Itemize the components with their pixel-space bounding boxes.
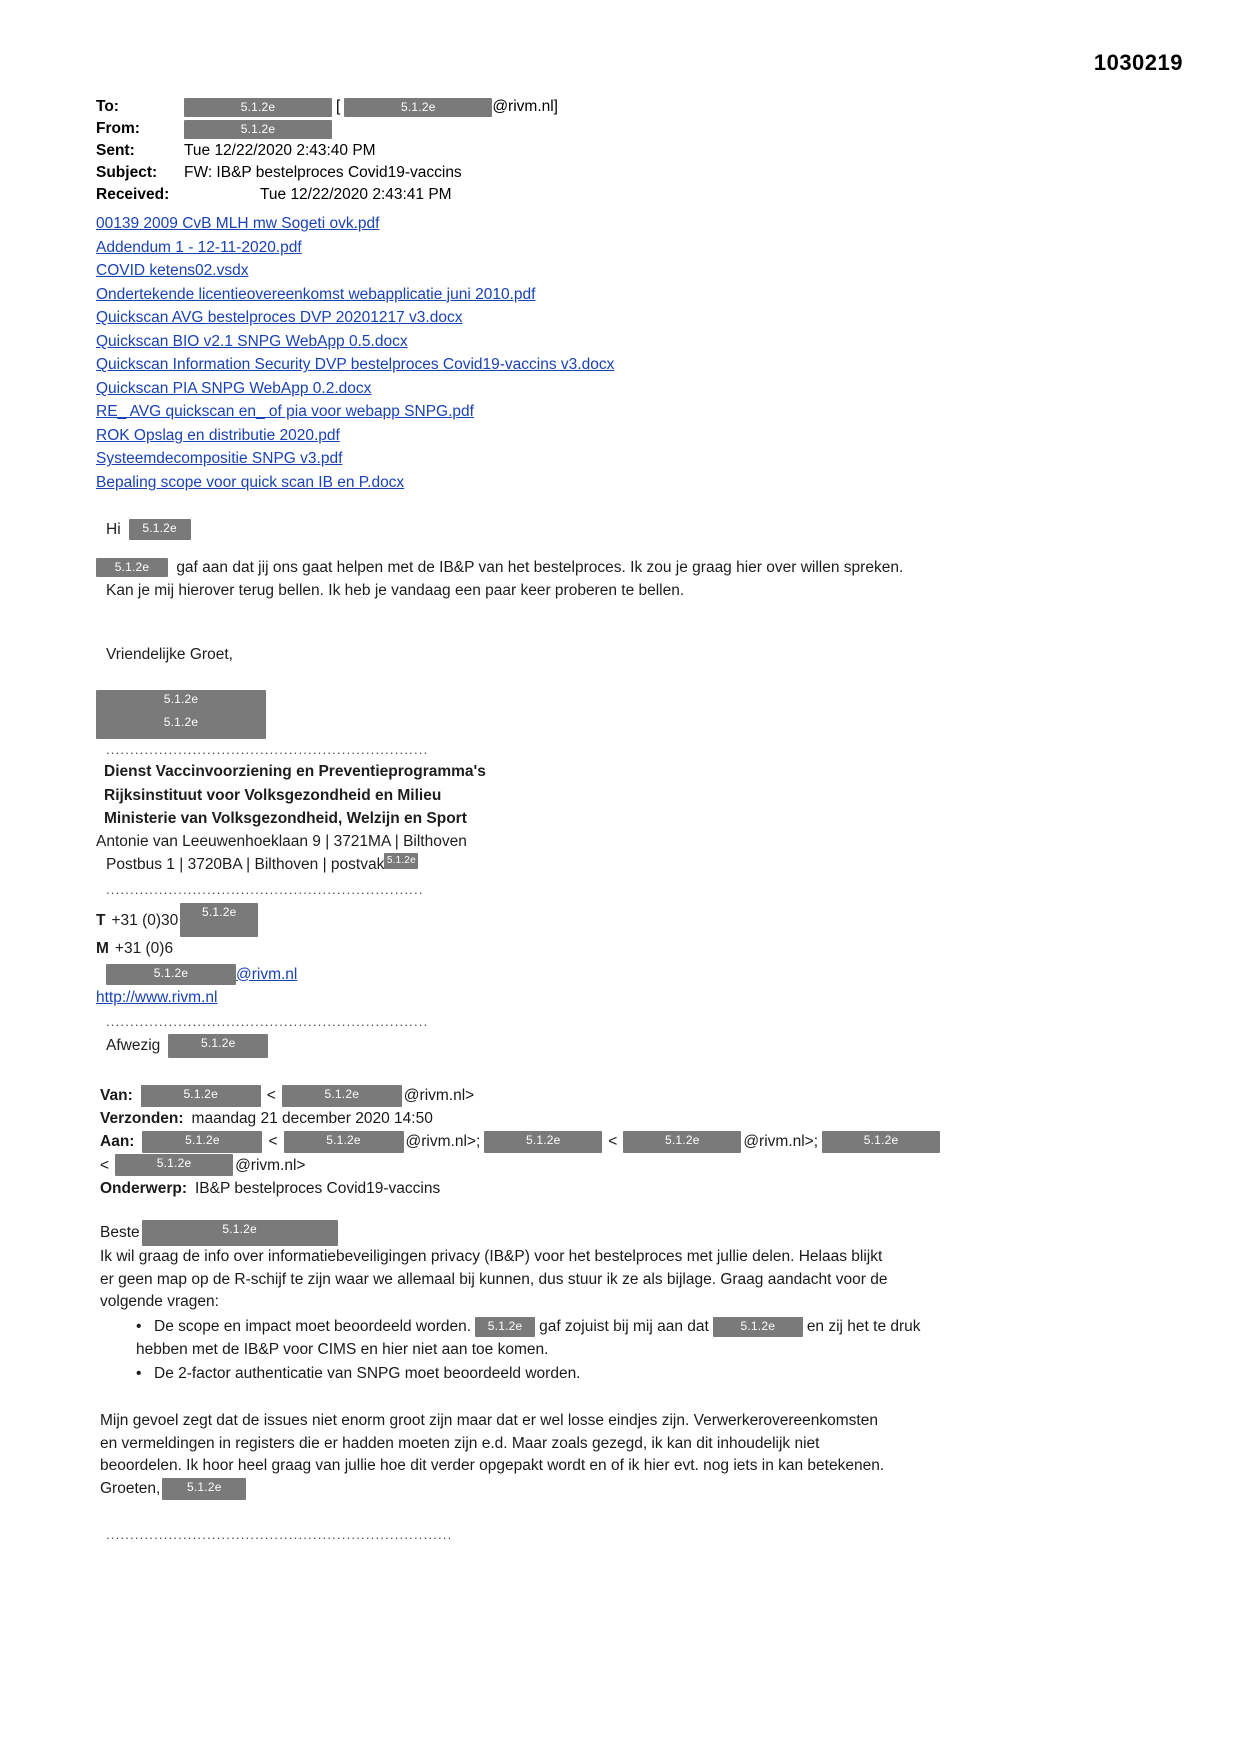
- redaction-box: 5.1.2e: [162, 1478, 246, 1500]
- signature-email: [96, 963, 1156, 986]
- aan-suffix-2: @rivm.nl>;: [743, 1133, 819, 1151]
- bullet-1-text-c: en zij het te druk: [806, 1318, 921, 1336]
- message-paragraph-1-line-1: [96, 557, 1156, 579]
- message-greeting-row: [106, 519, 1156, 541]
- quoted-row-aan-cont: [100, 1154, 1156, 1177]
- attachment-link[interactable]: Bepaling scope voor quick scan IB en P.docx: [96, 474, 405, 492]
- redaction-box: 5.1.2e: [822, 1131, 940, 1153]
- attachment-link[interactable]: Quickscan PIA SNPG WebApp 0.2.docx: [96, 379, 372, 397]
- signature-phone-t: [96, 903, 1156, 937]
- redaction-box: 5.1.2e: [96, 690, 266, 716]
- received-label: Received:: [96, 186, 170, 203]
- quoted-signoff-row: [100, 1478, 1156, 1501]
- header-row-from: [96, 118, 1156, 140]
- signature-address-line-2: [106, 853, 1156, 876]
- bullet-1-line-2: hebben met de IB&P voor CIMS en hier niet aan toe komen.: [136, 1340, 549, 1358]
- quoted-greeting: Beste: [100, 1223, 140, 1241]
- received-value: Tue 12/22/2020 2:43:41 PM: [260, 186, 452, 203]
- quoted-paragraph-2-line-3: beoordelen. Ik hoor heel graag van jullie hoe dit verder opgepakt wordt en of ik hier evt. nog iets in kan betekenen.: [100, 1457, 885, 1475]
- aan-suffix-3: @rivm.nl>: [235, 1156, 306, 1174]
- header-row-received: [96, 184, 1156, 206]
- document-id: 1030219: [1093, 50, 1183, 75]
- redaction-box: 5.1.2e: [142, 1131, 262, 1153]
- redaction-box: 5.1.2e: [284, 1131, 404, 1153]
- from-label: From:: [96, 120, 140, 137]
- onderwerp-value: IB&P bestelproces Covid19-vaccins: [194, 1179, 441, 1197]
- list-item: • De 2-factor authenticatie van SNPG moet beoordeeld worden.: [154, 1363, 1156, 1386]
- bullet-1-text-b: gaf zojuist bij mij aan dat: [539, 1318, 709, 1336]
- subject-value: FW: IB&P bestelproces Covid19-vaccins: [184, 164, 462, 181]
- signature-phone-m: [96, 937, 1156, 960]
- van-label: Van:: [100, 1086, 133, 1104]
- redaction-box: 5.1.2e: [96, 713, 266, 739]
- attachment-list: [96, 212, 1156, 495]
- header-row-subject: [96, 162, 1156, 184]
- van-separator: <: [266, 1086, 276, 1104]
- attachment-link[interactable]: Quickscan BIO v2.1 SNPG WebApp 0.5.docx: [96, 332, 408, 350]
- attachment-link[interactable]: ROK Opslag en distributie 2020.pdf: [96, 426, 340, 444]
- aan-separator-3: <: [100, 1156, 110, 1174]
- signature-address-line-1: Antonie van Leeuwenhoeklaan 9 | 3721MA | Bilthoven: [96, 833, 467, 851]
- message-greeting: Hi: [106, 520, 121, 538]
- subject-label: Subject:: [96, 164, 158, 181]
- redaction-box: 5.1.2e: [344, 98, 492, 117]
- attachment-link[interactable]: Addendum 1 - 12-11-2020.pdf: [96, 238, 302, 256]
- verzonden-label: Verzonden:: [100, 1110, 184, 1128]
- attachment-link[interactable]: Quickscan Information Security DVP bestelproces Covid19-vaccins v3.docx: [96, 356, 615, 374]
- attachment-link[interactable]: Quickscan AVG bestelproces DVP 20201217 v3.docx: [96, 309, 463, 327]
- redaction-box: 5.1.2e: [142, 1220, 338, 1246]
- redaction-box: 5.1.2e: [484, 1131, 602, 1153]
- message-closing: Vriendelijke Groet,: [106, 645, 233, 663]
- redaction-box: 5.1.2e: [623, 1131, 741, 1153]
- signature-org-line-2: Rijksinstituut voor Volksgezondheid en Milieu: [104, 786, 442, 804]
- onderwerp-label: Onderwerp:: [100, 1179, 187, 1197]
- quoted-paragraph-2-line-1: Mijn gevoel zegt dat de issues niet enorm groot zijn maar dat er wel losse eindjes zijn. Verwerkerovereenkomsten: [100, 1411, 878, 1429]
- signature-website-link[interactable]: http://www.rivm.nl: [96, 988, 218, 1006]
- redaction-box: 5.1.2e: [129, 519, 191, 540]
- signature-website-row: [96, 986, 1156, 1009]
- attachment-link[interactable]: COVID ketens02.vsdx: [96, 262, 249, 280]
- quoted-greeting-row: [100, 1220, 1156, 1246]
- quoted-message-header: [96, 1084, 1156, 1200]
- absent-label: Afwezig: [106, 1037, 161, 1055]
- message-body: [96, 519, 1156, 1058]
- phone-m-label: M: [96, 940, 109, 958]
- signature-org-line-3: Ministerie van Volksgezondheid, Welzijn en Sport: [104, 809, 467, 827]
- attachment-link[interactable]: Systeemdecompositie SNPG v3.pdf: [96, 450, 343, 468]
- quoted-row-van: [100, 1084, 1156, 1107]
- verzonden-value: maandag 21 december 2020 14:50: [191, 1110, 433, 1128]
- redaction-box: 5.1.2e: [115, 1154, 233, 1176]
- sent-label: Sent:: [96, 142, 135, 159]
- signature-absent-row: [106, 1034, 1156, 1058]
- redaction-box: 5.1.2e: [106, 964, 236, 985]
- quoted-row-onderwerp: [100, 1177, 1156, 1200]
- signature-divider-1: ...................................................................: [106, 742, 429, 758]
- message-paragraph-1-line-2: Kan je mij hierover terug bellen. Ik heb je vandaag een paar keer proberen te bellen.: [106, 581, 685, 599]
- redaction-box: 5.1.2e: [282, 1085, 402, 1107]
- signature-name-block: [96, 690, 1156, 739]
- redaction-box: 5.1.2e: [184, 120, 332, 139]
- quoted-message-body: [96, 1220, 1156, 1545]
- quoted-bullet-list: [96, 1316, 1156, 1386]
- redaction-box: 5.1.2e: [184, 98, 332, 117]
- van-suffix: @rivm.nl>: [403, 1086, 475, 1104]
- email-header: [96, 96, 1156, 206]
- attachment-link[interactable]: 00139 2009 CvB MLH mw Sogeti ovk.pdf: [96, 215, 380, 232]
- quoted-row-aan: [100, 1130, 1156, 1153]
- attachment-link[interactable]: Ondertekende licentieovereenkomst webapplicatie juni 2010.pdf: [96, 285, 536, 303]
- email-content: [96, 96, 1156, 1545]
- phone-m-value: +31 (0)6: [114, 940, 174, 958]
- signature-address-text: Postbus 1 | 3720BA | Bilthoven | postvak: [106, 856, 385, 874]
- redaction-box: 5.1.2e: [168, 1034, 268, 1058]
- signature-email-suffix: @rivm.nl: [236, 965, 298, 983]
- quoted-paragraph-1-line-3: volgende vragen:: [100, 1293, 219, 1311]
- phone-t-value: +31 (0)30: [111, 911, 179, 929]
- redaction-box: 5.1.2e: [475, 1317, 535, 1337]
- to-bracket: [: [336, 98, 341, 115]
- quoted-paragraph-1-line-2: er geen map op de R-schijf te zijn waar we allemaal bij kunnen, dus stuur ik ze als bijlage. Graag aandacht voor de: [100, 1270, 888, 1288]
- redaction-box: 5.1.2e: [141, 1085, 261, 1107]
- quoted-paragraph-2-line-2: en vermeldingen in registers die er hadden moeten zijn e.d. Maar zoals gezegd, ik kan dit inhoudelijk niet: [100, 1434, 820, 1452]
- aan-separator-1: <: [268, 1133, 278, 1151]
- signature-divider-3: ...................................................................: [106, 1014, 429, 1030]
- list-item: [136, 1316, 1156, 1361]
- to-label: To:: [96, 98, 119, 115]
- signature-divider-2: ..................................................................: [106, 881, 424, 897]
- message-text: gaf aan dat jij ons gaat helpen met de IB&P van het bestelproces. Ik zou je graag hier over willen spreken.: [176, 559, 904, 577]
- signature-org-line-1: Dienst Vaccinvoorziening en Preventieprogramma's: [104, 763, 486, 781]
- redaction-box: 5.1.2e: [713, 1317, 803, 1337]
- redaction-box: 5.1.2e: [180, 903, 258, 937]
- quoted-row-verzonden: [100, 1107, 1156, 1130]
- quoted-paragraph-1-line-1: Ik wil graag de info over informatiebeveiligingen privacy (IB&P) voor het bestelproces met jullie delen. Helaas blijkt: [100, 1248, 883, 1266]
- bullet-1-text-a: De scope en impact moet beoordeeld worden.: [154, 1318, 472, 1336]
- redaction-box: 5.1.2e: [96, 558, 168, 577]
- aan-separator-2: <: [608, 1133, 618, 1151]
- aan-label: Aan:: [100, 1133, 135, 1151]
- quoted-signoff: Groeten,: [100, 1479, 161, 1497]
- attachment-link[interactable]: RE_ AVG quickscan en_ of pia voor webapp SNPG.pdf: [96, 403, 474, 421]
- to-suffix: @rivm.nl]: [492, 98, 558, 115]
- quoted-tail-divider: ........................................................................: [106, 1527, 453, 1543]
- header-row-to: [96, 96, 1156, 118]
- redaction-box: 5.1.2e: [384, 853, 418, 869]
- aan-suffix-1: @rivm.nl>;: [405, 1133, 481, 1151]
- phone-t-label: T: [96, 911, 106, 929]
- header-row-sent: [96, 140, 1156, 162]
- sent-value: Tue 12/22/2020 2:43:40 PM: [184, 142, 376, 159]
